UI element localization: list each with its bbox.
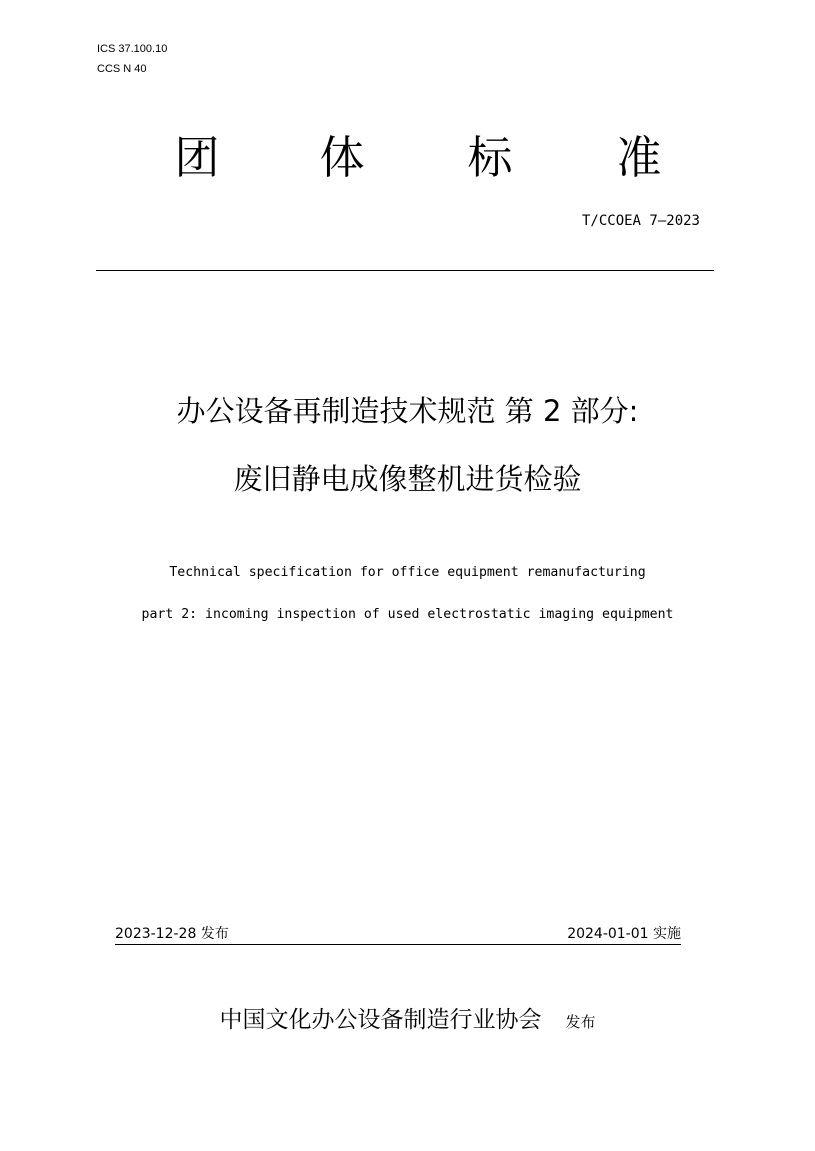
ccs-code: CCS N 40 — [97, 63, 147, 75]
standard-type-char-3: 标 — [467, 131, 513, 184]
ics-code: ICS 37.100.10 — [97, 43, 168, 55]
standard-type-char-2: 体 — [319, 131, 365, 184]
standard-type-char-1: 团 — [174, 131, 220, 184]
publisher-suffix: 发布 — [565, 1013, 596, 1031]
english-title-line-2: part 2: incoming inspection of used electrostatic imaging equipment — [141, 607, 674, 622]
chinese-title-line-2: 废旧静电成像整机进货检验 — [233, 462, 582, 496]
publisher-name: 中国文化办公设备制造行业协会 — [219, 1007, 542, 1033]
standard-type-char-4: 准 — [616, 131, 662, 184]
date-divider — [115, 944, 681, 945]
issue-date: 2023-12-28 发布 — [115, 926, 229, 942]
english-title-line-1: Technical specification for office equipment remanufacturing — [169, 565, 646, 580]
standard-code: T/CCOEA 7—2023 — [581, 213, 700, 229]
chinese-title-line-1: 办公设备再制造技术规范 第 2 部分: — [176, 394, 639, 428]
implementation-date: 2024-01-01 实施 — [567, 926, 681, 942]
publisher-line — [160, 1003, 655, 1039]
header-divider — [96, 270, 714, 271]
